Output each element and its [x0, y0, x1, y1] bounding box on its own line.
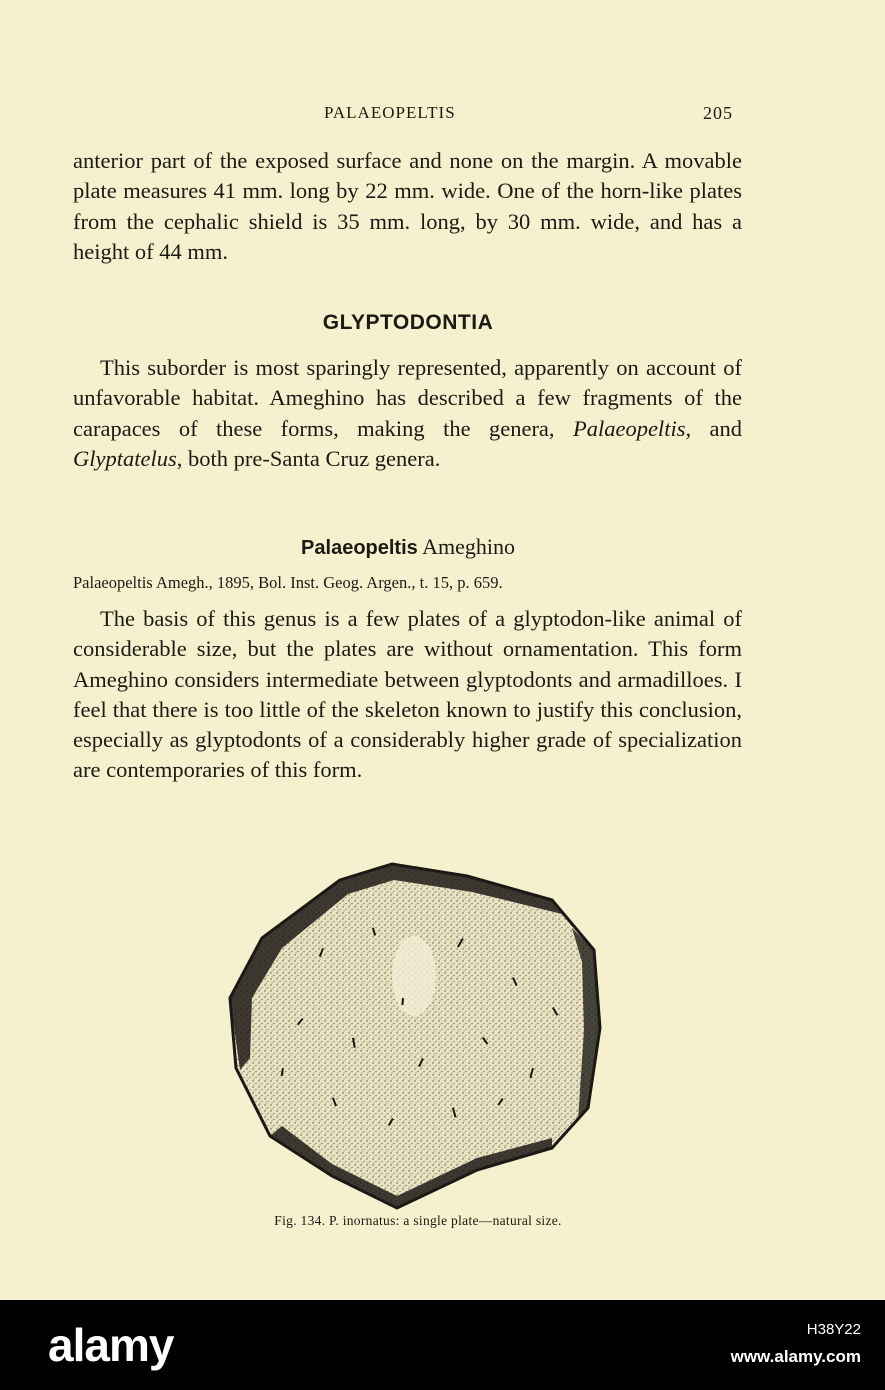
alamy-logo: alamy	[48, 1319, 174, 1371]
fossil-plate-illustration	[222, 858, 602, 1214]
running-title: PALAEOPELTIS	[324, 103, 456, 122]
plate-stipple	[230, 864, 600, 1208]
genus-heading-name: Palaeopeltis	[301, 537, 418, 559]
page-number: 205	[703, 103, 733, 123]
genus-heading-author: Ameghino	[422, 534, 515, 559]
image-id: H38Y22	[806, 1321, 861, 1338]
paragraph-glyptodontia	[73, 353, 742, 474]
paragraph-palaeopeltis: The basis of this genus is a few plates of a glyptodon-like animal of considerable size, but the plates are without ornamentation. This form Ameghino considers intermediate between glyptodonts and armadilloes. I feel that there is too little of the skeleton known to justify this conclusion, especially as glyptodonts of a considerably higher grade of specialization are contemporaries of this form.	[73, 606, 742, 783]
plate-light-center	[392, 936, 436, 1016]
genus-italic-glyptatelus: Glyptatelus	[73, 445, 177, 471]
figure-caption: Fig. 134. P. inornatus: a single plate—natural size.	[274, 1213, 562, 1228]
citation: Palaeopeltis Amegh., 1895, Bol. Inst. Geog. Argen., t. 15, p. 659.	[73, 573, 503, 592]
paragraph-text: This suborder is most sparingly represented, apparently on account of unfavorable habitat. Ameghino has described a few fragments of the carapaces of these forms, making the genera,	[73, 355, 742, 441]
genus-italic-palaeopeltis: Palaeopeltis	[572, 415, 686, 441]
paragraph-text: , and	[685, 415, 742, 441]
watermark-url: www.alamy.com	[730, 1347, 861, 1366]
section-heading-glyptodontia: GLYPTODONTIA	[322, 311, 494, 334]
paragraph-continued: anterior part of the exposed surface and none on the margin. A movable plate measures 41 mm. long by 22 mm. wide. One of the horn-like plates from the cephalic shield is 35 mm. long, by 30 mm. wide, and has a height of 44 mm.	[73, 148, 742, 264]
paragraph-text: , both pre-Santa Cruz genera.	[176, 445, 441, 471]
genus-heading	[0, 534, 816, 560]
